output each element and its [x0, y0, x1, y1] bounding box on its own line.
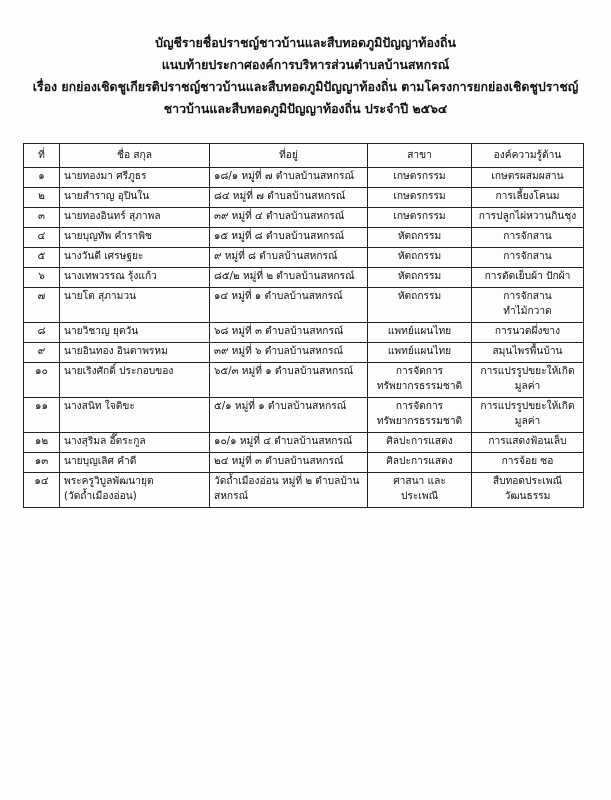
- cell-no: ๕: [24, 248, 60, 268]
- cell-address: [210, 248, 368, 268]
- cell-knowledge: [472, 473, 584, 508]
- cell-address: [210, 323, 368, 343]
- document-heading: [20, 32, 591, 120]
- cell-field: [368, 398, 472, 433]
- table-row: [24, 343, 584, 363]
- cell-name-line: นายเริงศักดิ์ ประกอบของ: [64, 366, 174, 377]
- cell-field-line: หัตถกรรม: [397, 231, 442, 242]
- cell-knowledge: [472, 248, 584, 268]
- table-header-row: [24, 144, 584, 168]
- cell-knowledge-line: การแปรรูปขยะให้เกิด: [480, 401, 575, 412]
- cell-address-line: ๑๐/๑ หมู่ที่ ๔ ตำบลบ้านสหกรณ์: [214, 436, 353, 447]
- cell-no: ๙: [24, 343, 60, 363]
- cell-knowledge: [472, 228, 584, 248]
- cell-name-line: นางสุริมล อี๊ตระกูล: [64, 436, 146, 447]
- table-row: [24, 228, 584, 248]
- cell-knowledge: [472, 398, 584, 433]
- table-row: [24, 323, 584, 343]
- table-row: [24, 248, 584, 268]
- cell-name-line: พระครูวิบูลพัฒนายุต: [64, 476, 154, 487]
- table-body: [24, 168, 584, 508]
- cell-name: [60, 268, 210, 288]
- cell-field: [368, 288, 472, 323]
- cell-name-line: นายทองมา ศรีภูธร: [64, 171, 147, 182]
- cell-no: ๔: [24, 228, 60, 248]
- cell-address-line: ๖๕/๓ หมู่ที่ ๑ ตำบลบ้านสหกรณ์: [214, 366, 354, 377]
- cell-name: [60, 168, 210, 188]
- cell-knowledge: [472, 268, 584, 288]
- cell-address-line: ๘๔ หมู่ที่ ๗ ตำบลบ้านสหกรณ์: [214, 191, 346, 202]
- heading-line: แนบท้ายประกาศองค์การบริหารส่วนตำบลบ้านสหกรณ์: [161, 57, 450, 72]
- cell-field: [368, 473, 472, 508]
- cell-name-line: (วัดถ้ำเมืองอ่อน): [64, 491, 137, 502]
- cell-knowledge: [472, 288, 584, 323]
- cell-field-line: ศิลปะการแสดง: [386, 436, 453, 447]
- cell-name-line: นางเทพวรรณ รุ้งแก้ว: [64, 271, 157, 282]
- cell-no: ๖: [24, 268, 60, 288]
- cell-name: [60, 323, 210, 343]
- cell-knowledge: [472, 363, 584, 398]
- cell-no: ๘: [24, 323, 60, 343]
- cell-no: ๑๑: [24, 398, 60, 433]
- cell-address: [210, 473, 368, 508]
- cell-no: ๓: [24, 208, 60, 228]
- cell-knowledge-line: การนวดผึ่งขาง: [494, 326, 561, 337]
- cell-name-line: นายวิชาญ ยุตวัน: [64, 326, 139, 337]
- cell-address-line: ๓๙ หมู่ที่ ๔ ตำบลบ้านสหกรณ์: [214, 211, 345, 222]
- cell-field: [368, 168, 472, 188]
- cell-no: ๑๐: [24, 363, 60, 398]
- cell-knowledge-line: ทำไม้กวาด: [503, 306, 552, 317]
- cell-address-line: วัดถ้ำเมืองอ่อน หมู่ที่ ๒ ตำบลบ้าน: [214, 476, 360, 487]
- cell-knowledge-line: การจักสาน: [503, 291, 552, 302]
- cell-name-line: นายบุญเลิศ คำดี: [64, 456, 137, 467]
- table-row: [24, 208, 584, 228]
- cell-no: ๑๔: [24, 473, 60, 508]
- cell-field-line: ทรัพยากรธรรมชาติ: [376, 416, 463, 427]
- cell-name-line: นางสนิท ใจติขะ: [64, 401, 135, 412]
- cell-address: [210, 168, 368, 188]
- cell-knowledge: [472, 433, 584, 453]
- cell-knowledge: [472, 453, 584, 473]
- table-row: [24, 363, 584, 398]
- cell-address: [210, 453, 368, 473]
- table-row: [24, 433, 584, 453]
- cell-field-line: หัตถกรรม: [397, 271, 442, 282]
- heading-line: เรื่อง ยกย่องเชิดชูเกียรติปราชญ์ชาวบ้านและสืบทอดภูมิปัญญาท้องถิ่น ตามโครงการยกย่องเชิดชูปราชญ์: [32, 79, 579, 94]
- cell-address: [210, 343, 368, 363]
- cell-address-line: ๙ หมู่ที่ ๘ ตำบลบ้านสหกรณ์: [214, 251, 338, 262]
- cell-knowledge-line: การจักสาน: [503, 251, 552, 262]
- cell-knowledge-line: การจ้อย ซอ: [501, 456, 554, 467]
- cell-knowledge-line: การปลูกไผ่หวานกินชุง: [478, 211, 577, 222]
- cell-name: [60, 343, 210, 363]
- cell-field: [368, 453, 472, 473]
- cell-field: [368, 323, 472, 343]
- cell-field: [368, 188, 472, 208]
- cell-knowledge-line: เกษตรผสมผสาน: [491, 171, 564, 182]
- cell-knowledge-line: การแปรรูปขยะให้เกิด: [480, 366, 575, 377]
- cell-address: [210, 398, 368, 433]
- cell-name-line: นายบุญทัพ คำราพิช: [64, 231, 152, 242]
- cell-field-line: เกษตรกรรม: [393, 171, 446, 182]
- cell-field: [368, 363, 472, 398]
- cell-field-line: ประเพณี: [400, 491, 439, 502]
- header-field: สาขา: [368, 144, 472, 168]
- cell-name: [60, 248, 210, 268]
- cell-name: [60, 288, 210, 323]
- cell-address: [210, 268, 368, 288]
- cell-field-line: เกษตรกรรม: [393, 191, 446, 202]
- cell-address-line: ๓๙ หมู่ที่ ๖ ตำบลบ้านสหกรณ์: [214, 346, 343, 357]
- cell-field-line: หัตถกรรม: [397, 251, 442, 262]
- cell-field-line: แพทย์แผนไทย: [387, 326, 452, 337]
- header-address: ที่อยู่: [210, 144, 368, 168]
- cell-field-line: การจัดการ: [395, 366, 444, 377]
- cell-name-line: นายโต สุภามวน: [64, 291, 137, 302]
- heading-line: ชาวบ้านและสืบทอดภูมิปัญญาท้องถิ่น ประจำปี ๒๕๖๔: [163, 101, 448, 116]
- cell-address-line: ๕/๑ หมู่ที่ ๑ ตำบลบ้านสหกรณ์: [214, 401, 347, 412]
- heading-line: บัญชีรายชื่อปราชญ์ชาวบ้านและสืบทอดภูมิปัญญาท้องถิ่น: [155, 35, 456, 50]
- cell-address-line: ๑๔ หมู่ที่ ๑ ตำบลบ้านสหกรณ์: [214, 291, 343, 302]
- cell-address: [210, 363, 368, 398]
- cell-address-line: ๖๘ หมู่ที่ ๓ ตำบลบ้านสหกรณ์: [214, 326, 344, 337]
- cell-knowledge-line: การตัดเย็บผ้า ปักผ้า: [484, 271, 571, 282]
- cell-name-line: นายอินทอง อินตาพรหม: [64, 346, 168, 357]
- wisdom-register-table: [23, 143, 584, 508]
- cell-name-line: นางวันดี เศรษฐยะ: [64, 251, 144, 262]
- cell-address: [210, 188, 368, 208]
- cell-address: [210, 433, 368, 453]
- cell-field-line: ทรัพยากรธรรมชาติ: [376, 381, 463, 392]
- table-row: [24, 453, 584, 473]
- cell-no: ๑๒: [24, 433, 60, 453]
- cell-field-line: เกษตรกรรม: [393, 211, 446, 222]
- cell-no: ๒: [24, 188, 60, 208]
- cell-knowledge: [472, 188, 584, 208]
- cell-name: [60, 398, 210, 433]
- cell-name-line: นายทองอินทร์ สุภาพล: [64, 211, 161, 222]
- table-row: [24, 168, 584, 188]
- cell-knowledge-line: การแสดงฟ้อนเล็บ: [488, 436, 567, 447]
- cell-name: [60, 473, 210, 508]
- header-name: ชื่อ สกุล: [60, 144, 210, 168]
- cell-field: [368, 343, 472, 363]
- cell-knowledge: [472, 323, 584, 343]
- cell-knowledge-line: สมุนไพรพื้นบ้าน: [492, 346, 563, 357]
- cell-knowledge-line: วัฒนธรรม: [504, 491, 551, 502]
- cell-knowledge-line: สืบทอดประเพณี: [492, 476, 563, 487]
- cell-field-line: แพทย์แผนไทย: [387, 346, 452, 357]
- cell-name: [60, 208, 210, 228]
- cell-knowledge-line: มูลค่า: [514, 381, 541, 392]
- cell-knowledge: [472, 343, 584, 363]
- cell-address-line: ๑๘/๑ หมู่ที่ ๗ ตำบลบ้านสหกรณ์: [214, 171, 354, 182]
- cell-address: [210, 228, 368, 248]
- cell-name: [60, 363, 210, 398]
- cell-address-line: สหกรณ์: [214, 491, 249, 502]
- cell-field: [368, 433, 472, 453]
- header-knowledge: องค์ความรู้ด้าน: [472, 144, 584, 168]
- header-no: ที่: [24, 144, 60, 168]
- cell-knowledge: [472, 168, 584, 188]
- cell-no: ๗: [24, 288, 60, 323]
- cell-knowledge-line: การเลี้ยงโคนม: [495, 191, 560, 202]
- cell-no: ๑๓: [24, 453, 60, 473]
- table-row: [24, 188, 584, 208]
- table-row: [24, 268, 584, 288]
- cell-address: [210, 288, 368, 323]
- cell-field: [368, 268, 472, 288]
- cell-name: [60, 433, 210, 453]
- cell-name-line: นายสำราญ อุปินใน: [64, 191, 150, 202]
- cell-name: [60, 228, 210, 248]
- cell-field: [368, 208, 472, 228]
- cell-address: [210, 208, 368, 228]
- cell-field: [368, 228, 472, 248]
- cell-knowledge-line: การจักสาน: [503, 231, 552, 242]
- cell-address-line: ๘๕/๒ หมู่ที่ ๒ ตำบลบ้านสหกรณ์: [214, 271, 355, 282]
- table-row: [24, 398, 584, 433]
- cell-field: [368, 248, 472, 268]
- cell-field-line: หัตถกรรม: [397, 291, 442, 302]
- cell-field-line: ศิลปะการแสดง: [386, 456, 453, 467]
- cell-no: ๑: [24, 168, 60, 188]
- cell-knowledge: [472, 208, 584, 228]
- cell-name: [60, 453, 210, 473]
- cell-address-line: ๑๕ หมู่ที่ ๘ ตำบลบ้านสหกรณ์: [214, 231, 345, 242]
- table-row: [24, 473, 584, 508]
- cell-field-line: การจัดการ: [395, 401, 444, 412]
- cell-address-line: ๒๔ หมู่ที่ ๓ ตำบลบ้านสหกรณ์: [214, 456, 344, 467]
- cell-field-line: ศาสนา และ: [393, 476, 446, 487]
- cell-name: [60, 188, 210, 208]
- cell-knowledge-line: มูลค่า: [514, 416, 541, 427]
- table-row: [24, 288, 584, 323]
